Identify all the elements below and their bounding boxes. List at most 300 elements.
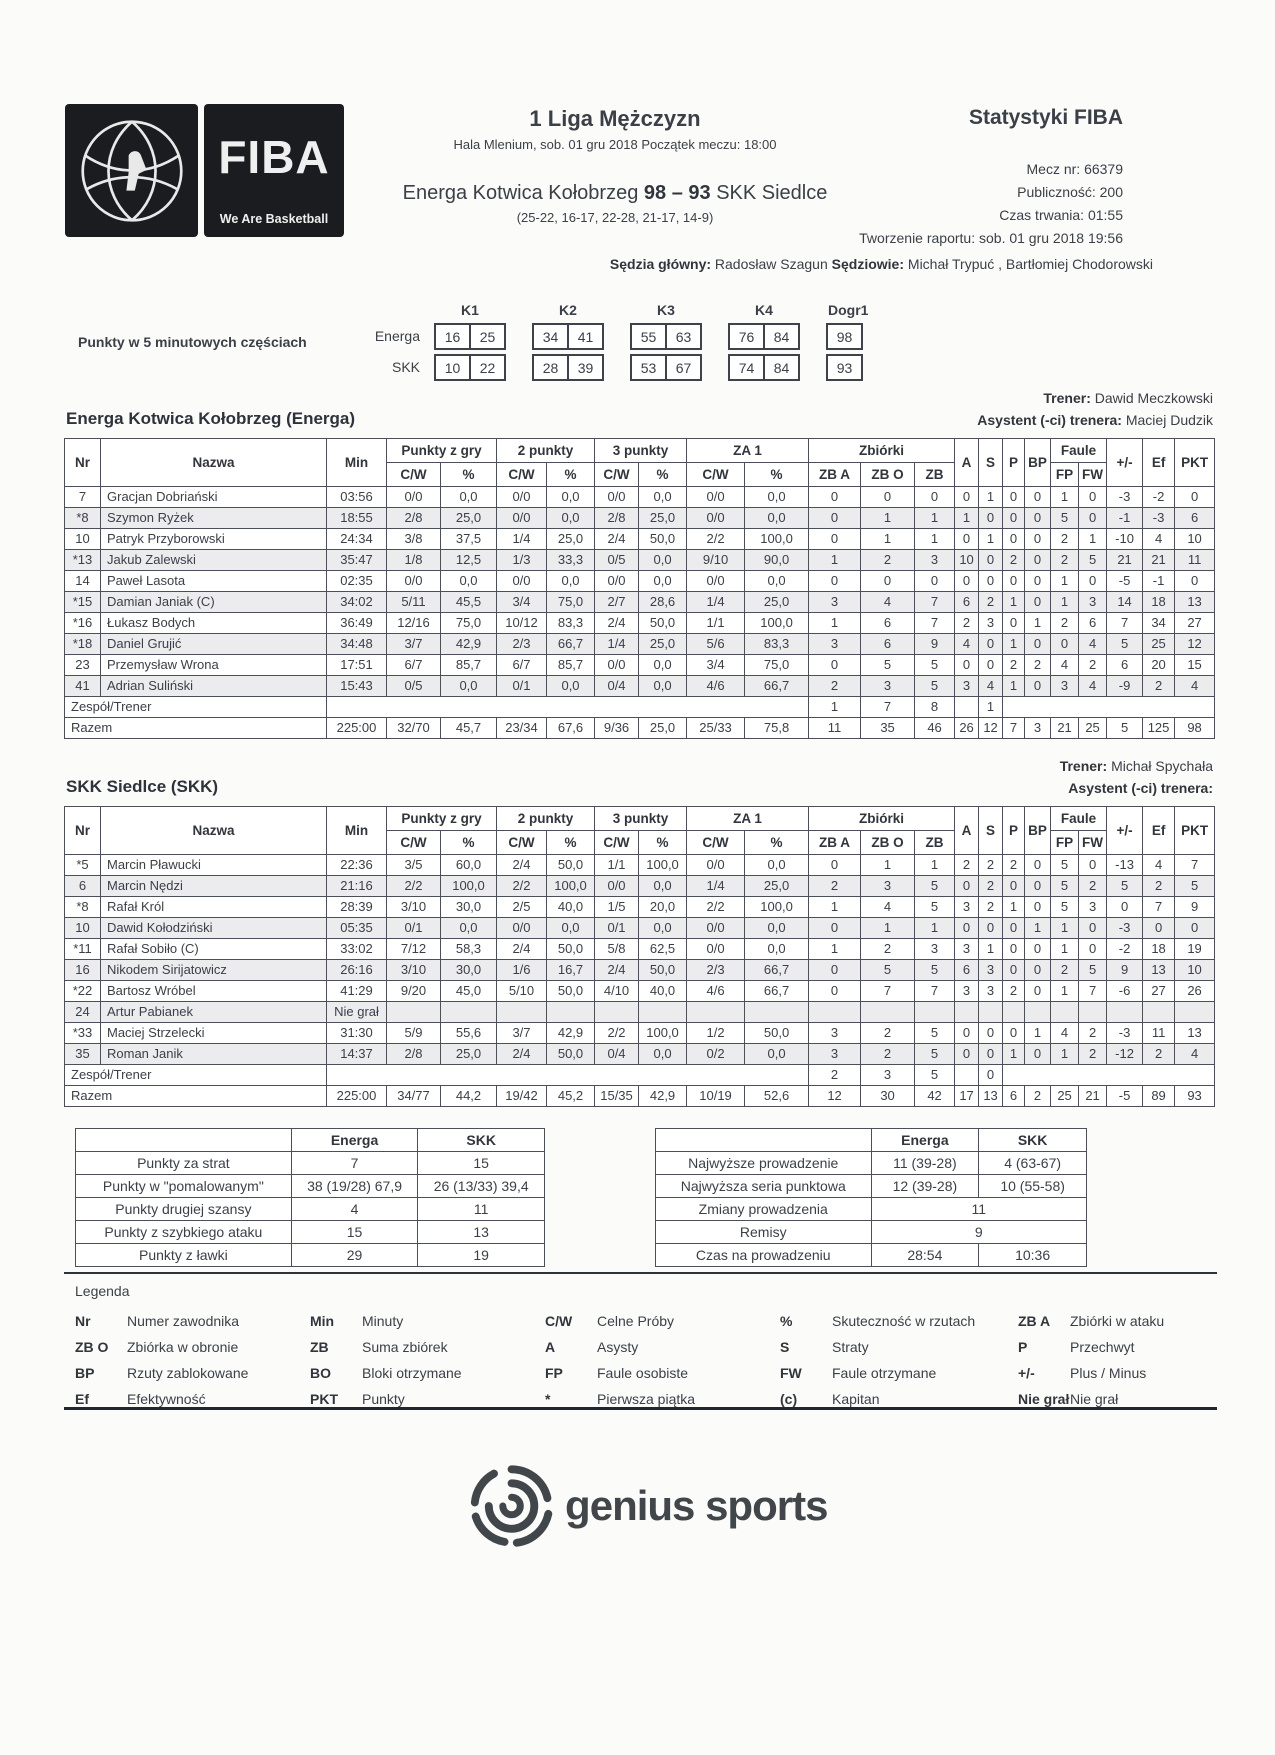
stat-cell: 0/0 [387, 571, 441, 592]
stat-cell: 0,0 [639, 487, 687, 508]
col-header: P [1003, 439, 1025, 487]
summary-value-cell: 13 [418, 1221, 545, 1244]
col-header: Punkty z gry [387, 439, 497, 463]
stat-cell: 5 [1051, 508, 1079, 529]
stat-cell: 0/0 [687, 487, 745, 508]
summary-value-cell: 11 [871, 1198, 1087, 1221]
stat-cell: 2 [861, 939, 915, 960]
main-referee-label: Sędzia główny: [609, 256, 712, 272]
stat-cell: 25,0 [547, 529, 595, 550]
period-header: Dogr1 [828, 302, 869, 318]
assistant-label: Asystent (-ci) trenera: [1068, 780, 1213, 796]
player-number-cell: *8 [65, 897, 101, 918]
stat-cell: 12 [809, 1086, 861, 1107]
stat-cell: 37,5 [441, 529, 497, 550]
summary-value-cell: 38 (19/28) 67,9 [291, 1175, 418, 1198]
col-header: C/W [387, 831, 441, 855]
stat-cell: 0 [979, 1044, 1003, 1065]
stat-cell: 0 [979, 508, 1003, 529]
stat-cell: 3/10 [387, 897, 441, 918]
stat-cell: 14 [1107, 592, 1143, 613]
stat-cell: 5 [1107, 718, 1143, 739]
stat-cell: 5/11 [387, 592, 441, 613]
stat-cell: -3 [1143, 508, 1175, 529]
stat-cell: 2 [1079, 1044, 1107, 1065]
stat-cell: 4 [1079, 634, 1107, 655]
stat-cell: 0/0 [595, 487, 639, 508]
stat-cell: 5 [1107, 876, 1143, 897]
stat-cell: 19/42 [497, 1086, 547, 1107]
stat-cell [745, 1002, 809, 1023]
stat-cell: 2 [1003, 655, 1025, 676]
stat-cell: 0,0 [639, 876, 687, 897]
player-row [65, 529, 1215, 550]
summary-row [76, 1175, 545, 1198]
stat-cell: 42 [915, 1086, 955, 1107]
stat-cell: 0,0 [441, 571, 497, 592]
summary-row-label: Punkty z szybkiego ataku [76, 1221, 292, 1244]
col-header: % [745, 463, 809, 487]
col-header: BP [1025, 807, 1051, 855]
stat-cell: 0 [915, 571, 955, 592]
stat-cell: 5 [1051, 897, 1079, 918]
stat-cell: 0/4 [595, 1044, 639, 1065]
stat-cell: -9 [1107, 676, 1143, 697]
quarter-group-k2 [532, 302, 604, 385]
stat-cell: 0 [861, 487, 915, 508]
quarter-breakdown-line: (25-22, 16-17, 22-28, 21-17, 14-9) [516, 210, 714, 225]
stat-cell: 3 [809, 1023, 861, 1044]
col-header: C/W [687, 831, 745, 855]
stat-cell: 3 [915, 939, 955, 960]
legend-abbr: (c) [780, 1391, 798, 1407]
col-header: P [1003, 807, 1025, 855]
stat-cell: 2 [861, 1044, 915, 1065]
player-name-cell: Gracjan Dobriański [101, 487, 327, 508]
stat-cell: 0 [1175, 487, 1215, 508]
points-summary-table [75, 1128, 545, 1267]
stat-cell: 31:30 [327, 1023, 387, 1044]
stat-cell: 18 [1143, 939, 1175, 960]
stat-cell: 10/12 [497, 613, 547, 634]
separator-line-bottom [64, 1407, 1217, 1410]
summary-row-label: Remisy [656, 1221, 872, 1244]
stat-cell: 0 [1003, 613, 1025, 634]
legend-abbr: Nie grał [1018, 1391, 1070, 1407]
summary-value-cell: 10:36 [979, 1244, 1087, 1267]
stat-cell: 0 [809, 918, 861, 939]
stat-cell: 6 [861, 613, 915, 634]
stat-cell: 0/4 [595, 676, 639, 697]
stat-cell [955, 697, 979, 718]
stat-cell: 0/0 [497, 571, 547, 592]
stat-cell: 0/0 [595, 655, 639, 676]
stat-cell: 50,0 [745, 1023, 809, 1044]
stat-cell: 0 [1025, 634, 1051, 655]
stat-cell: 1 [979, 697, 1003, 718]
stat-cell: 0 [1175, 571, 1215, 592]
stat-cell: 0 [809, 855, 861, 876]
coach-line-energa [1043, 390, 1213, 406]
legend-abbr: Nr [75, 1313, 91, 1329]
stat-cell: 2 [955, 855, 979, 876]
stat-cell: 93 [1175, 1086, 1215, 1107]
col-header: ZB [915, 463, 955, 487]
stat-cell: 0 [979, 1023, 1003, 1044]
stat-cell: 1 [955, 508, 979, 529]
stat-cell: 2/4 [497, 855, 547, 876]
stat-cell: 0/2 [687, 1044, 745, 1065]
separator-line-top [64, 1272, 1217, 1274]
player-name-cell: Marcin Pławucki [101, 855, 327, 876]
legend-abbr: Min [310, 1313, 335, 1329]
quarter-score-cell: 28 [532, 354, 569, 381]
col-header: C/W [687, 463, 745, 487]
stat-cell: 3 [979, 981, 1003, 1002]
stat-cell: 1 [1003, 1044, 1025, 1065]
final-score: 98 – 93 [643, 182, 711, 204]
player-number-cell: *13 [65, 550, 101, 571]
stat-cell: 2 [1079, 655, 1107, 676]
stat-cell: -6 [1107, 981, 1143, 1002]
summary-col-header: Energa [291, 1129, 418, 1152]
legend-abbr: P [1018, 1339, 1028, 1355]
fiba-tagline: We Are Basketball [219, 212, 329, 226]
stat-cell: 0/1 [595, 918, 639, 939]
stat-cell: 45,0 [441, 981, 497, 1002]
stat-cell: 20,0 [639, 897, 687, 918]
stat-cell [639, 1002, 687, 1023]
stat-cell: 2 [1051, 529, 1079, 550]
col-header: A [955, 439, 979, 487]
col-header: % [441, 463, 497, 487]
stat-cell: 10 [955, 550, 979, 571]
quarter-score-cell: 53 [630, 354, 667, 381]
col-header: Ef [1143, 807, 1175, 855]
stat-cell: 05:35 [327, 918, 387, 939]
player-name-cell: Damian Janiak (C) [101, 592, 327, 613]
coach-name: Michał Spychała [1111, 758, 1213, 774]
legend-description: Minuty [362, 1313, 404, 1329]
stat-cell: 2/4 [497, 1044, 547, 1065]
stat-cell: 3 [809, 1044, 861, 1065]
summary-col-header [76, 1129, 292, 1152]
stat-cell: 0 [1175, 918, 1215, 939]
stat-cell: 1/4 [687, 592, 745, 613]
stat-cell: 1/6 [497, 960, 547, 981]
stat-cell: 50,0 [639, 529, 687, 550]
player-name-cell: Paweł Lasota [101, 571, 327, 592]
stat-cell: 0,0 [547, 918, 595, 939]
quarter-score-pair [728, 354, 800, 381]
stat-cell: 3 [955, 939, 979, 960]
empty-cell [327, 697, 809, 718]
stat-cell: 9/20 [387, 981, 441, 1002]
stat-cell: 2 [1025, 1086, 1051, 1107]
col-header: 2 punkty [497, 439, 595, 463]
attendance: Publiczność: 200 [1017, 184, 1123, 200]
summary-col-header: Energa [871, 1129, 979, 1152]
stat-cell: 27 [1175, 613, 1215, 634]
stat-cell: 11 [1175, 550, 1215, 571]
stat-cell [1107, 1002, 1143, 1023]
col-header: ZB A [809, 831, 861, 855]
stat-cell: 1/4 [687, 876, 745, 897]
legend-abbr: % [780, 1313, 793, 1329]
stat-cell: 0 [1079, 508, 1107, 529]
stat-cell: 2 [1051, 613, 1079, 634]
quarter-score-pair [826, 323, 868, 350]
summary-value-cell: 4 [291, 1198, 418, 1221]
player-number-cell: *8 [65, 508, 101, 529]
stat-cell: 6 [1107, 655, 1143, 676]
stat-cell: 1 [861, 529, 915, 550]
stat-cell: 03:56 [327, 487, 387, 508]
stat-cell: 0,0 [639, 676, 687, 697]
empty-cell [1003, 697, 1215, 718]
summary-row-label: Punkty w "pomalowanym" [76, 1175, 292, 1198]
legend-item [1018, 1360, 1220, 1386]
col-header: +/- [1107, 439, 1143, 487]
period-header: K1 [461, 302, 479, 318]
stat-cell: 2/7 [595, 592, 639, 613]
stat-cell: 5 [861, 655, 915, 676]
player-row [65, 876, 1215, 897]
coach-label: Trener: [1059, 758, 1108, 774]
col-header: Nazwa [101, 439, 327, 487]
stat-cell: 0 [1079, 571, 1107, 592]
col-header: FW [1079, 831, 1107, 855]
stat-cell: 58,3 [441, 939, 497, 960]
team-bench-row [65, 697, 1215, 718]
player-row [65, 1002, 1215, 1023]
totals-label: Razem [65, 718, 327, 739]
legend-description: Numer zawodnika [127, 1313, 240, 1329]
legend-description: Przechwyt [1070, 1339, 1135, 1355]
stat-cell: 1 [1051, 487, 1079, 508]
stat-cell: 34:02 [327, 592, 387, 613]
legend-abbr: FW [780, 1365, 802, 1381]
period-header: K3 [657, 302, 675, 318]
stat-cell: 2 [1079, 1023, 1107, 1044]
stat-cell: 0 [955, 571, 979, 592]
stat-cell: 2 [1143, 1044, 1175, 1065]
player-name-cell: Marcin Nędzi [101, 876, 327, 897]
col-header: ZA 1 [687, 439, 809, 463]
stat-cell: 2/5 [497, 897, 547, 918]
coach-label: Trener: [1043, 390, 1091, 406]
legend [75, 1308, 1220, 1412]
stat-cell: 50,0 [547, 939, 595, 960]
col-header: 3 punkty [595, 807, 687, 831]
stat-cell: 5/9 [387, 1023, 441, 1044]
stat-cell: 0 [1003, 571, 1025, 592]
assistant-label: Asystent (-ci) trenera: [977, 412, 1122, 428]
stat-cell: 4 [1051, 1023, 1079, 1044]
summary-value-cell: 26 (13/33) 39,4 [418, 1175, 545, 1198]
stat-cell: 100,0 [745, 529, 809, 550]
stat-cell: 4 [1079, 676, 1107, 697]
stat-cell: 1 [915, 855, 955, 876]
stat-cell: 0 [955, 1044, 979, 1065]
player-name-cell: Adrian Suliński [101, 676, 327, 697]
quarter-scores-label: Punkty w 5 minutowych częściach [78, 334, 307, 350]
stat-cell: 6 [1175, 508, 1215, 529]
stat-cell: 2 [1143, 876, 1175, 897]
genius-sports-swirl-icon [469, 1464, 553, 1548]
stat-cell: 100,0 [639, 1023, 687, 1044]
stat-cell: 0 [1025, 571, 1051, 592]
quarter-score-cell: 25 [469, 323, 506, 350]
stat-cell: 17 [955, 1086, 979, 1107]
coach-name: Dawid Meczkowski [1094, 390, 1213, 406]
stat-cell [861, 1002, 915, 1023]
legend-abbr: A [545, 1339, 556, 1355]
stat-cell [387, 1002, 441, 1023]
legend-item [1018, 1308, 1220, 1334]
quarter-score-cell: 98 [826, 323, 863, 350]
player-name-cell: Roman Janik [101, 1044, 327, 1065]
team-row-label: Zespół/Trener [65, 697, 327, 718]
summary-row-label: Czas na prowadzeniu [656, 1244, 872, 1267]
stat-cell: 2/4 [497, 939, 547, 960]
stat-cell: 6 [1079, 613, 1107, 634]
player-row [65, 1023, 1215, 1044]
stat-cell: 0 [1003, 960, 1025, 981]
player-name-cell: Patryk Przyborowski [101, 529, 327, 550]
stat-cell: 98 [1175, 718, 1215, 739]
col-header: % [441, 831, 497, 855]
stat-cell: 2 [861, 550, 915, 571]
stat-cell: -12 [1107, 1044, 1143, 1065]
stat-cell: 83,3 [745, 634, 809, 655]
stat-cell: 13 [1175, 592, 1215, 613]
stat-cell [441, 1002, 497, 1023]
player-number-cell: *15 [65, 592, 101, 613]
stat-cell: 5 [1079, 550, 1107, 571]
col-header: ZB [915, 831, 955, 855]
stat-cell: 2 [955, 613, 979, 634]
stat-cell: 21:16 [327, 876, 387, 897]
stat-cell: 0 [979, 550, 1003, 571]
stat-cell: 1/4 [497, 529, 547, 550]
fiba-wordmark: FIBA [218, 131, 330, 183]
stat-cell: 42,9 [441, 634, 497, 655]
fiba-wordmark-block [204, 104, 344, 237]
legend-description: Celne Próby [597, 1313, 675, 1329]
quarter-score-cell: 34 [532, 323, 569, 350]
stat-cell: -1 [1143, 571, 1175, 592]
quarter-score-cell: 93 [826, 354, 863, 381]
summary-value-cell: 19 [418, 1244, 545, 1267]
stat-cell: 0 [861, 571, 915, 592]
stat-cell: 1 [1079, 529, 1107, 550]
player-name-cell: Bartosz Wróbel [101, 981, 327, 1002]
stat-cell: 75,0 [745, 655, 809, 676]
stat-cell: 0,0 [745, 508, 809, 529]
stat-cell: 30,0 [441, 960, 497, 981]
player-row [65, 613, 1215, 634]
summary-value-cell: 4 (63-67) [979, 1152, 1087, 1175]
stat-cell: 17:51 [327, 655, 387, 676]
stat-cell: 25 [1079, 718, 1107, 739]
stat-cell: 3 [861, 676, 915, 697]
summary-value-cell: 28:54 [871, 1244, 979, 1267]
stat-cell: 4 [955, 634, 979, 655]
league-title: 1 Liga Mężczyzn [529, 106, 701, 131]
stat-cell: 7/12 [387, 939, 441, 960]
quarter-group-k1 [434, 302, 506, 385]
stat-cell: 19 [1175, 939, 1215, 960]
stat-cell: 25,0 [441, 1044, 497, 1065]
stat-cell: 26 [955, 718, 979, 739]
stat-cell: 66,7 [745, 960, 809, 981]
player-row [65, 634, 1215, 655]
stat-cell: 5 [915, 960, 955, 981]
legend-abbr: ZB A [1018, 1313, 1051, 1329]
summary-row [656, 1198, 1087, 1221]
stat-cell: 0,0 [745, 939, 809, 960]
player-row [65, 1044, 1215, 1065]
col-header: 2 punkty [497, 807, 595, 831]
stat-cell: 33,3 [547, 550, 595, 571]
genius-sports-wordmark: genius sports [565, 1482, 828, 1529]
summary-table [75, 1128, 545, 1267]
stat-cell: 2/2 [595, 1023, 639, 1044]
stat-cell: 21 [1079, 1086, 1107, 1107]
player-row [65, 981, 1215, 1002]
legend-column [75, 1308, 310, 1412]
stat-cell: 90,0 [745, 550, 809, 571]
legend-description: Bloki otrzymane [362, 1365, 462, 1381]
stat-cell: 100,0 [745, 613, 809, 634]
stat-cell: 0/0 [687, 918, 745, 939]
quarter-team-name: Energa [374, 328, 420, 344]
stat-cell: 34/77 [387, 1086, 441, 1107]
stat-cell: 3/4 [687, 655, 745, 676]
assistant-line-skk [1068, 780, 1213, 796]
stat-cell: 1 [809, 550, 861, 571]
stat-cell: 0 [1025, 676, 1051, 697]
stat-cell: 3 [955, 897, 979, 918]
stat-cell: 4 [1143, 855, 1175, 876]
summary-row-label: Punkty z ławki [76, 1244, 292, 1267]
stat-cell: 4 [1051, 655, 1079, 676]
stat-cell: 5 [915, 676, 955, 697]
stat-cell [979, 1002, 1003, 1023]
stat-cell: 20 [1143, 655, 1175, 676]
stat-cell: 0 [1003, 508, 1025, 529]
stat-cell: 55,6 [441, 1023, 497, 1044]
stat-cell: 2/4 [595, 529, 639, 550]
stat-cell: 8 [915, 697, 955, 718]
player-row [65, 550, 1215, 571]
stat-cell: 2 [979, 855, 1003, 876]
player-name-cell: Maciej Strzelecki [101, 1023, 327, 1044]
stat-cell: 0 [1107, 897, 1143, 918]
stat-cell: 28,6 [639, 592, 687, 613]
stat-cell: 1/1 [687, 613, 745, 634]
stat-cell: 3 [809, 634, 861, 655]
stat-cell: -10 [1107, 529, 1143, 550]
stat-cell: 5 [915, 1044, 955, 1065]
quarter-scores [78, 302, 868, 385]
stat-cell: 26:16 [327, 960, 387, 981]
legend-abbr: Ef [75, 1391, 89, 1407]
stat-cell: 6/7 [387, 655, 441, 676]
stat-cell: 2/3 [497, 634, 547, 655]
legend-description: Nie grał [1070, 1391, 1119, 1407]
